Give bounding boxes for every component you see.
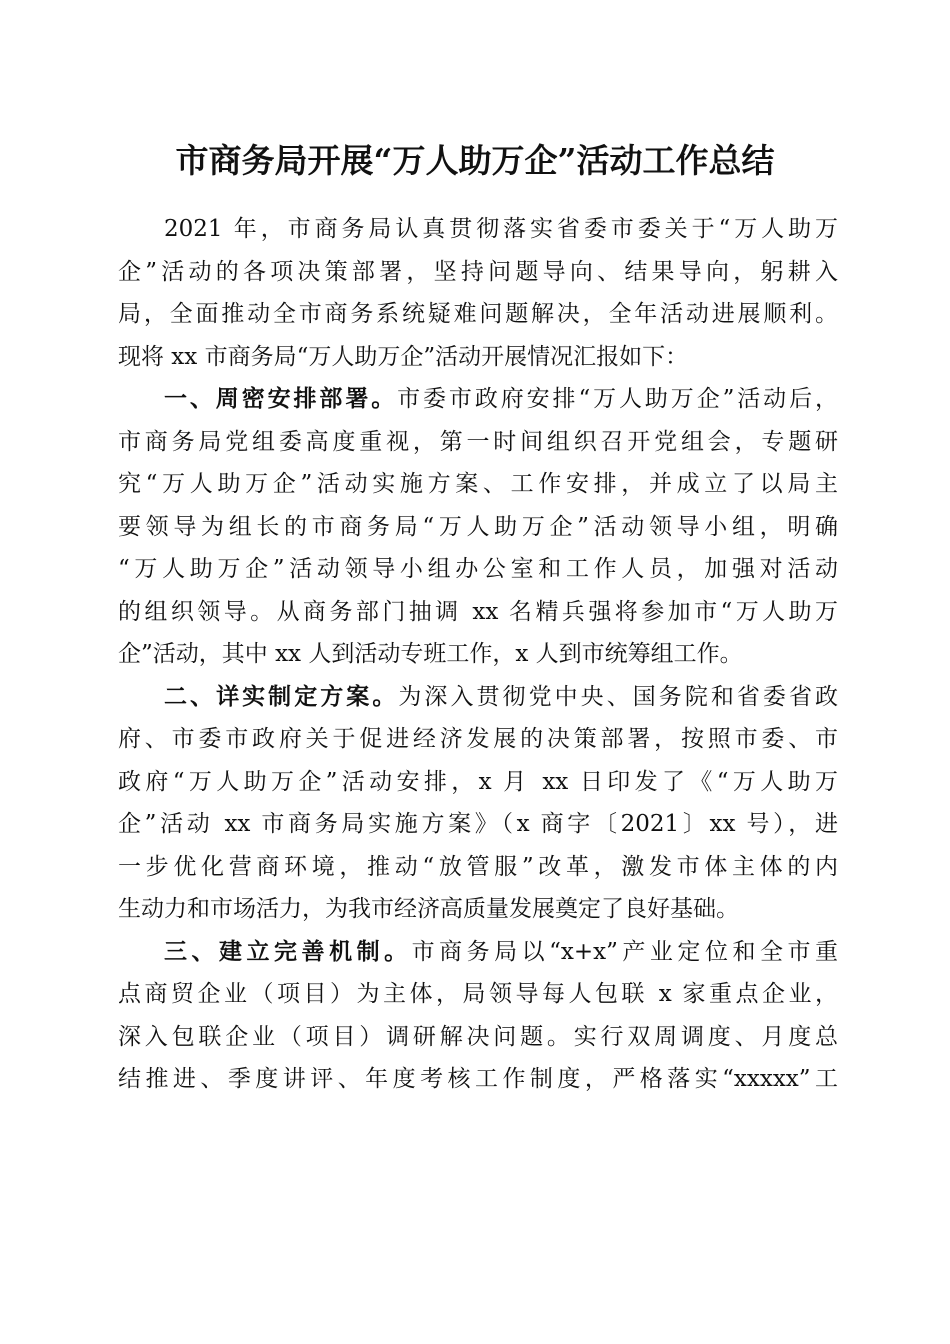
paragraph-line-21 <box>118 1058 838 1101</box>
line-text: 点商贸企业（项目）为主体，局领导每人包联 x 家重点企业， <box>118 981 838 1007</box>
line-text: 市商务局以“x+x”产业定位和全市重 <box>411 938 838 965</box>
paragraph-line-9 <box>118 548 838 591</box>
line-text: 一步优化营商环境，推动“放管服”改革，激发市体主体的内 <box>118 853 838 880</box>
paragraph-line-15 <box>118 803 838 846</box>
document-title: 市商务局开展“万人助万企”活动工作总结 <box>175 141 775 180</box>
paragraph-line-19 <box>118 973 838 1016</box>
line-text: 企”活动 xx 市商务局实施方案》（x 商字〔2021〕xx 号），进 <box>118 811 838 837</box>
line-text: 局，全面推动全市商务系统疑难问题解决，全年活动进展顺利。 <box>118 301 838 327</box>
paragraph-line-17 <box>118 888 838 931</box>
paragraph-line-6 <box>118 421 838 464</box>
line-text: 企”活动，其中 xx 人到活动专班工作，x 人到市统筹组工作。 <box>118 641 743 667</box>
paragraph-line-4 <box>118 336 838 379</box>
document-body <box>118 208 838 1101</box>
line-text: 的组织领导。从商务部门抽调 xx 名精兵强将参加市“万人助万 <box>118 598 838 625</box>
paragraph-line-2 <box>118 251 838 294</box>
line-text: 结推进、季度讲评、年度考核工作制度，严格落实“xxxxx”工 <box>118 1066 838 1092</box>
paragraph-line-14 <box>118 761 838 804</box>
paragraph-line-1 <box>118 208 838 251</box>
section-heading-line-1 <box>118 378 838 421</box>
paragraph-line-20 <box>118 1016 838 1059</box>
line-text: 政府“万人助万企”活动安排，x 月 xx 日印发了《“万人助万 <box>118 768 838 795</box>
line-text: “万人助万企”活动领导小组办公室和工作人员，加强对活动 <box>118 556 838 582</box>
line-text: 府、市委市政府关于促进经济发展的决策部署，按照市委、市 <box>118 726 838 752</box>
paragraph-line-10 <box>118 591 838 634</box>
paragraph-line-8 <box>118 506 838 549</box>
section-heading-line-3 <box>118 931 838 974</box>
line-text: 究“万人助万企”活动实施方案、工作安排，并成立了以局主 <box>118 471 838 497</box>
line-text: 要领导为组长的市商务局“万人助万企”活动领导小组，明确 <box>118 513 838 540</box>
paragraph-line-7 <box>118 463 838 506</box>
section-heading-3: 三、建立完善机制。 <box>164 937 412 965</box>
line-text: 2021 年，市商务局认真贯彻落实省委市委关于“万人助万 <box>164 216 838 242</box>
section-heading-2: 二、详实制定方案。 <box>164 682 399 710</box>
paragraph-line-13 <box>118 718 838 761</box>
paragraph-line-16 <box>118 846 838 889</box>
line-text: 市商务局党组委高度重视，第一时间组织召开党组会，专题研 <box>118 428 838 455</box>
paragraph-line-11 <box>118 633 838 676</box>
line-text: 生动力和市场活力，为我市经济高质量发展奠定了良好基础。 <box>118 896 739 922</box>
paragraph-line-3 <box>118 293 838 336</box>
line-text: 企”活动的各项决策部署，坚持问题导向、结果导向，躬耕入 <box>118 258 838 285</box>
line-text: 为深入贯彻党中央、国务院和省委省政 <box>398 683 839 710</box>
line-text: 市委市政府安排“万人助万企”活动后， <box>397 386 838 412</box>
line-text: 深入包联企业（项目）调研解决问题。实行双周调度、月度总 <box>118 1023 838 1050</box>
line-text: 现将 xx 市商务局“万人助万企”活动开展情况汇报如下： <box>118 343 689 370</box>
section-heading-1: 一、周密安排部署。 <box>164 385 398 412</box>
section-heading-line-2 <box>118 676 838 719</box>
